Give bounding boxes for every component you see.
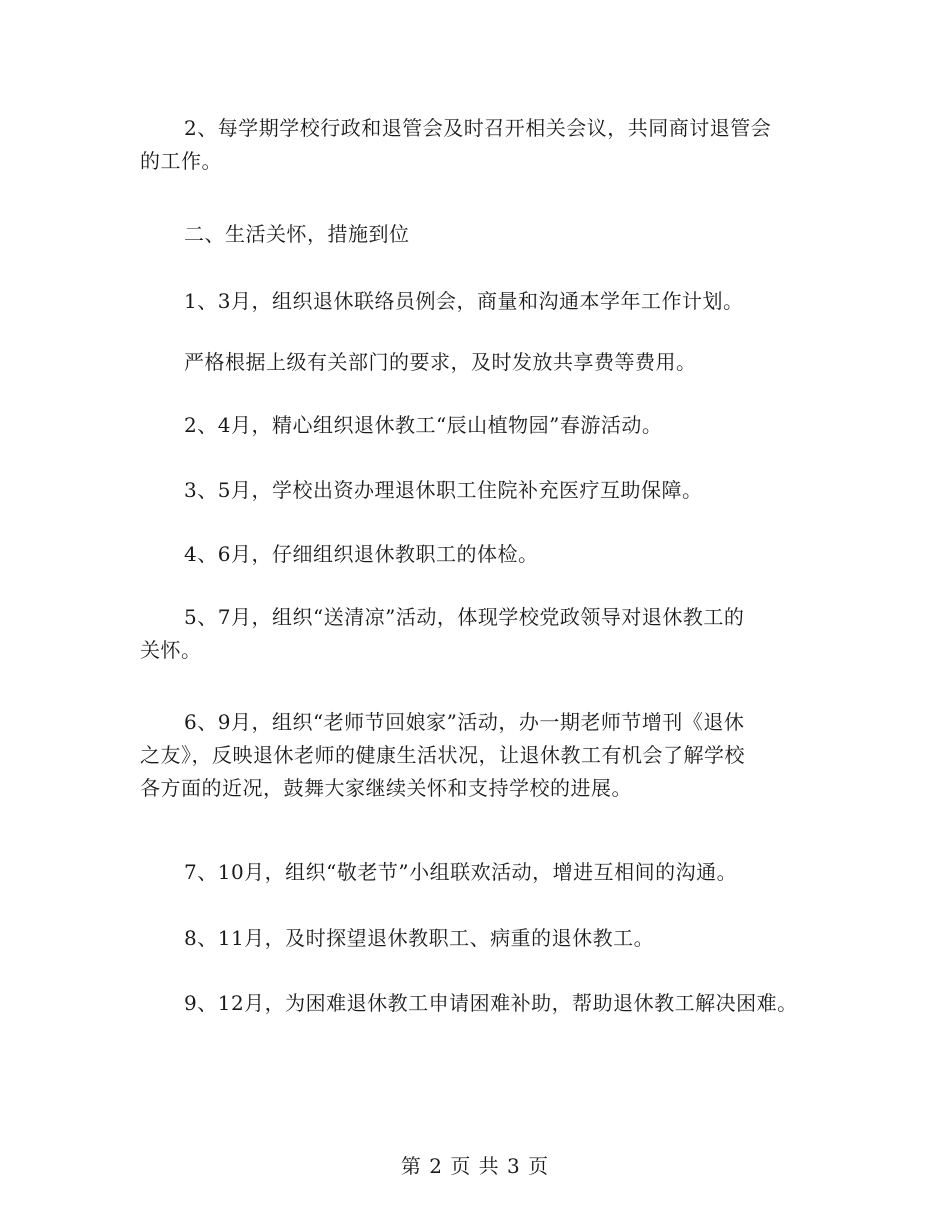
paragraph-7: [140, 538, 830, 571]
page-footer: 第 2 页 共 3 页: [400, 1154, 550, 1178]
text-line: 8、11月，及时探望退休教职工、病重的退休教工。: [184, 926, 655, 950]
text-line: 3、5月，学校出资办理退休职工住院补充医疗互助保障。: [184, 478, 703, 502]
paragraph-1: [140, 112, 830, 178]
text-line: 5、7月，组织“送清凉”活动，体现学校党政领导对退休教工的: [184, 605, 745, 629]
paragraph-11: [140, 922, 830, 955]
text-line: 严格根据上级有关部门的要求，及时发放共享费等费用。: [184, 350, 697, 374]
text-line: 9、12月，为困难退休教工申请困难补助，帮助退休教工解决困难。: [184, 991, 798, 1015]
text-line: 2、4月，精心组织退休教工“辰山植物园”春游活动。: [184, 413, 663, 437]
paragraph-10: [140, 856, 830, 889]
paragraph-12: [140, 987, 830, 1020]
paragraph-3: [140, 285, 830, 318]
text-line: 二、生活关怀，措施到位: [184, 222, 410, 246]
paragraph-9: [140, 706, 830, 805]
section-heading: [140, 218, 830, 251]
text-line: 4、6月，仔细组织退休教职工的体检。: [184, 542, 539, 566]
text-line: 关怀。: [140, 638, 202, 662]
paragraph-4: [140, 346, 830, 379]
paragraph-6: [140, 474, 830, 507]
text-line: 各方面的近况，鼓舞大家继续关怀和支持学校的进展。: [140, 776, 632, 800]
text-line: 6、9月，组织“老师节回娘家”活动，办一期老师节增刊《退休: [184, 710, 745, 734]
paragraph-8: [140, 601, 830, 667]
paragraph-5: [140, 409, 830, 442]
text-line: 的工作。: [140, 149, 222, 173]
text-line: 7、10月，组织“敬老节”小组联欢活动，增进互相间的沟通。: [184, 860, 738, 884]
text-line: 之友》，反映退休老师的健康生活状况，让退休教工有机会了解学校: [140, 743, 745, 767]
text-line: 1、3月，组织退休联络员例会，商量和沟通本学年工作计划。: [184, 289, 744, 313]
text-line: 2、每学期学校行政和退管会及时召开相关会议，共同商讨退管会: [184, 116, 772, 140]
